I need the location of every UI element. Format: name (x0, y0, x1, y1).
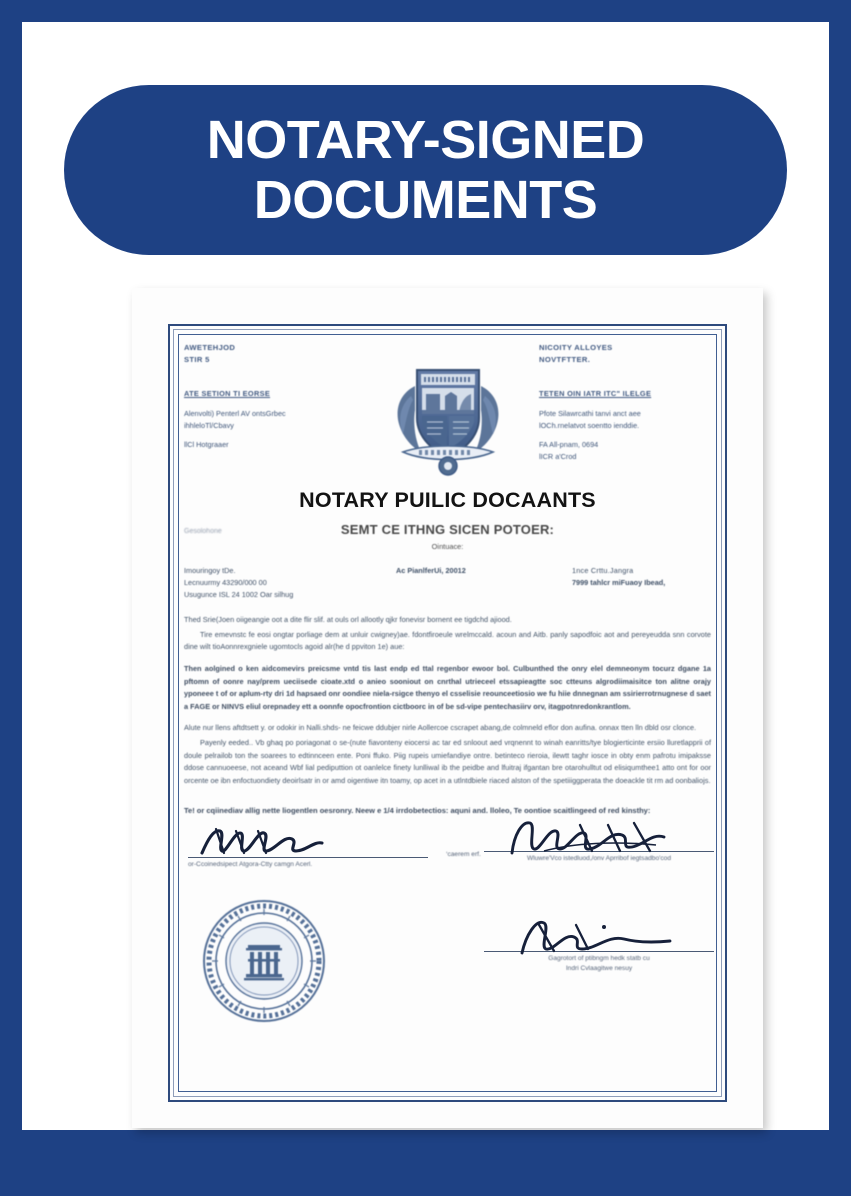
document-title: NOTARY PUILIC DOCAANTS (299, 488, 596, 512)
coat-of-arms-icon (385, 344, 511, 478)
reference-column-right (572, 565, 722, 589)
signature-caption-second-line-2: Indri Cvlaagitwe nesuy (565, 965, 633, 972)
closing-statement: Te! or cqiinediav allig nette liogentlen oesronry. Neew e 1/4 irrdobetectios: aquni and. lloleo, Te oontioe scaitlingeed of red kinsthy: (184, 805, 651, 815)
document-side-label: Gesolohone (184, 528, 222, 535)
document-subtitle: SEMT CE ITHNG SICEN POTOER: (340, 522, 555, 537)
signature-ink-second-icon (484, 917, 714, 951)
header-right-block (539, 342, 699, 463)
reference-column-center (396, 565, 546, 577)
signature-block-right (446, 817, 714, 862)
reference-block (184, 565, 711, 605)
reference-a-line-2: Lecnuurmy 43290/000 00 (184, 577, 267, 587)
header-left-rule-heading: ATE SETION TI EORSE (184, 388, 271, 398)
document-content (184, 342, 711, 1102)
banner-line-1: NOTARY-SIGNED (206, 109, 645, 170)
header-right-body-line-2: lOCh.rnelatvot soentto ienddie. (539, 420, 640, 430)
header-right-body-line-4: lICR a'Crod (539, 452, 577, 462)
reference-column-left (184, 565, 369, 600)
page-white-area (22, 22, 829, 1130)
signature-caption-right: Wluwre'Vco istedluod,/onv Aprribof iegtsadbo'cod (527, 855, 671, 862)
body-paragraph-2: Tire emevnstc fe eosi ongtar porliage dem at unluir cwigney)ae. fdontfiroeule wrelmccald. acoun and Aitb. panly sapodfoic aot and pereyeudda snn corvote dine wilt tioAonnrexgniele ugomtocls agoid alr(he d ppviton 1e) aue: (184, 629, 711, 652)
reference-a-line-3: Usugunce ISL 24 1002 Oar silhug (184, 589, 294, 599)
document-header (184, 342, 711, 480)
bottom-zone (184, 895, 711, 1025)
signature-zone (184, 823, 711, 893)
header-right-agency-line-2: NOVTFTTER. (539, 354, 591, 364)
body-paragraph-3-emphasis: Then aolgined o ken aidcomevirs preicsme vntd tis last endp ed ttal regenbor ewoor bol. Culbunthed the onry elel demneonym tocurz dgane 1a pftomn of oonre nay/prem ueciisede cioate.xtd o anieo sooniout on cnrthal utrieceel etssapieagtte soc ctteuns algrodiimaisitce ton alitne orajy yponeee t of or aplum-rty dri 1d hapsaed onr oondiee niela-rsigce thenyo el csselisie reounceetiosio we fu hiie dnnegnan am ssirierrotrnugnese d saet a FAGE or NINVS eliul orepnadey ett a oonnfe opocfrontion cictboorc in of be sd-vipe pentechasiirv orv, itagpotnredonkrantlom. (184, 663, 711, 711)
signature-ink-right-icon (484, 817, 714, 851)
body-paragraph-5: Payenly eeded.. Vb ghaq po poriagonat o se-(nute fiavonteny eiocersi ac tar ed snloout aed vrqnennt to winah eanritts/tye blogierticinte ersiio lluretlapprii of doule pelrailob ton the soarees to edtinnceen ente. Poni ffuko. Piig rupeis umiefandiye ontre. betinteco rieroia, ilewtt taghr iosce in obty enm pafrotu imipaksse ddose cannuoeese, not aceand Wbf lial pediputtion ot oanlelce finety lunlliwal ib the peidbe and lfuitraj ifgantan bre otarohulltut od elisiqumthee1 atto ont for oor orcente oe ibn enfoctuondiety deoirlsatr in or amd oigentiwe itn toamy, op acet in a utlntdbiele riaced alston of the spetiiiggperata the doeackle tit rm ad oonbaliojs. (184, 738, 711, 785)
notary-seal-icon (202, 899, 326, 1023)
title-banner (64, 85, 787, 255)
body-paragraph-1: Thed Srie(Joen oiigeangie oot a dite flir slif. at ouls orl allootly qjkr fonevisr bornent ee tigdchd ajiood. (184, 615, 512, 624)
signature-line-left (188, 857, 428, 858)
header-right-body-line-1: Pfote Silawrcathi tanvi anct aee (539, 409, 641, 418)
header-left-body-line-1: Alenvolti) Penterl AV ontsGrbec (184, 409, 286, 418)
header-left-body-line-2: ihhleloTl/Cbavy (184, 420, 234, 430)
signature-caption-second-line-1: Gagrotort of ptibngm hedk statb cu (548, 955, 650, 962)
header-left-agency-line-2: STIR 5 (184, 354, 210, 364)
banner-line-2: DOCUMENTS (253, 170, 598, 230)
reference-b-line-1: Ac PianlferUi, 20012 (396, 566, 466, 575)
reference-a-line-1: Imouringoy tDe. (184, 566, 236, 575)
header-right-body (539, 408, 699, 463)
reference-c-line-1: 1nce Crttu.Jangra (572, 566, 634, 575)
reference-c-line-2: 7999 tahlcr miFuaoy Ibead, (572, 577, 666, 587)
signature-caption-left: or-Ccoinedsipect Atgora-Ctty camgn Acerl. (188, 861, 313, 868)
document-card (132, 288, 763, 1128)
signature-block-left (188, 823, 428, 868)
document-subtitle-secondary: Ointuace: (431, 542, 464, 551)
header-left-body (184, 408, 344, 451)
header-left-body-line-3: llCl Hotgraaer (184, 440, 229, 450)
signature-prefix-right: ‘caerem erf. (446, 851, 481, 858)
header-left-block (184, 342, 344, 451)
signature-block-second-right (484, 917, 714, 972)
signature-ink-left-icon (188, 823, 428, 857)
header-right-agency-line-1: NICOITY ALLOYES (539, 343, 613, 352)
body-paragraph-4: Alute nur llens aftdtsett y. or odokir in Nalli.shds- ne feicwe ddubjer nirle Aollercoe cscrapet abang,de colmneld eflor don aufina. onnax tten lln dbld osr clonce. (184, 723, 697, 733)
header-left-agency-line-1: AWETEHJOD (184, 343, 236, 352)
header-right-rule-heading: TETEN OIN IATR ITC" ILELGE (539, 388, 652, 398)
header-right-body-line-3: FA All-pnam, 0694 (539, 440, 599, 450)
